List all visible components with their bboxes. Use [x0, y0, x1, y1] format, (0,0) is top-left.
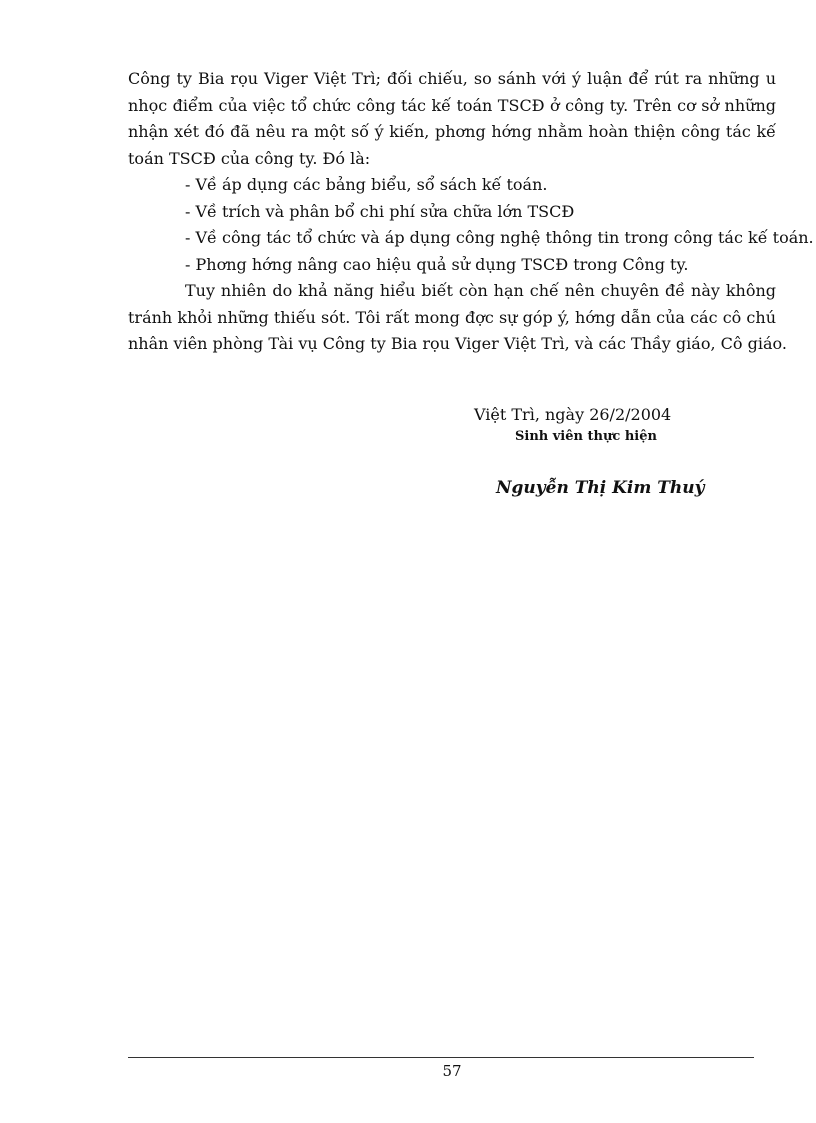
bullet-item: - Về công tác tổ chức và áp dụng công nghệ thông tin trong công tác kế toán.: [185, 228, 814, 247]
footer-divider: [128, 1057, 754, 1058]
closing-line: tránh khỏi những thiếu sót. Tôi rất mong đợc sự góp ý, hớng dẫn của các cô chú: [128, 307, 776, 327]
signature-date: Việt Trì, ngày 26/2/2004: [474, 405, 672, 424]
paragraph-line: Công ty Bia rọu Viger Việt Trì; đối chiếu, so sánh với ý luận để rút ra những u: [128, 69, 776, 88]
paragraph-line: nhọc điểm của việc tổ chức công tác kế toán TSCĐ ở công ty. Trên cơ sở những: [128, 95, 776, 115]
bullet-item: - Về áp dụng các bảng biểu, sổ sách kế toán.: [185, 175, 548, 194]
closing-line: Tuy nhiên do khả năng hiểu biết còn hạn chế nên chuyên đề này không: [185, 281, 776, 300]
bullet-item: - Phơng hớng nâng cao hiệu quả sử dụng TSCĐ trong Công ty.: [185, 254, 689, 274]
signature-role: Sinh viên thực hiện: [515, 429, 657, 444]
signature-block: [474, 403, 734, 498]
paragraph-line: toán TSCĐ của công ty. Đó là:: [128, 148, 371, 168]
signature-name: Nguyễn Thị Kim Thuý: [496, 478, 705, 498]
closing-line: nhân viên phòng Tài vụ Công ty Bia rọu Viger Việt Trì, và các Thầy giáo, Cô giáo.: [128, 334, 787, 353]
body-text: [128, 66, 814, 358]
bullet-item: - Về trích và phân bổ chi phí sửa chữa lớn TSCĐ: [185, 201, 575, 221]
page-number: 57: [442, 1062, 462, 1080]
paragraph-line: nhận xét đó đã nêu ra một số ý kiến, phơng hớng nhằm hoàn thiện công tác kế: [128, 122, 776, 141]
